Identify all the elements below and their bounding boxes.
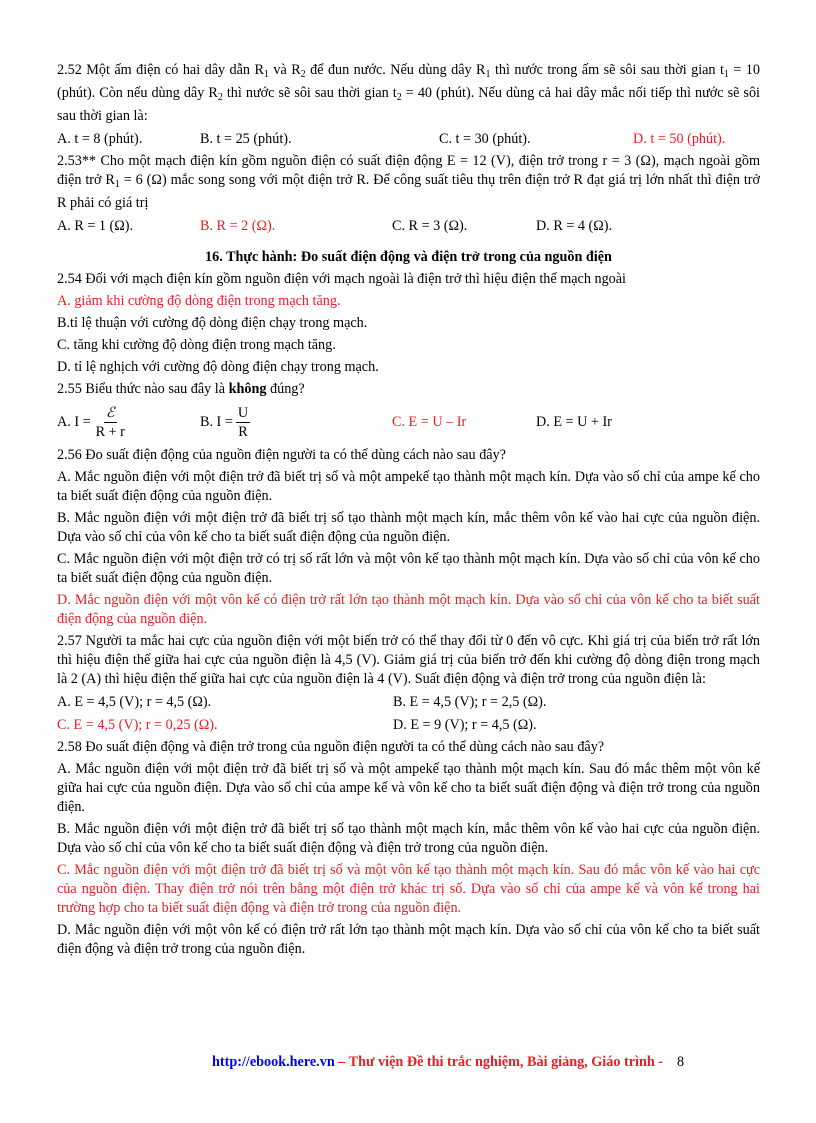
q255-a-label: A. I =	[57, 413, 91, 430]
q252-stem-5: = 10 (phút). Còn nếu dùng dây R	[57, 62, 760, 101]
q258-option-c-answer: C. Mắc nguồn điện với một điện trở đã biết trị số và một vôn kế tạo thành một mạch kín. Sau đó mắc vôn kế vào hai cực của nguồn điện. Thay điện trở nói trên bằng một điện trở khác trị số. Dựa vào số chỉ của ampe kế và vôn kế trong hai trường hợp cho ta biết suất điện động và điện trở trong của nguồn điện.	[57, 862, 760, 916]
q253-stem-1: 2.53** Cho một mạch điện kín gồm nguồn điện có suất điện động E = 12 (V), điện trở trong r = 3 (Ω), mạch ngoài gồm điện trở R	[57, 153, 760, 188]
q255-stem-2: đúng?	[266, 381, 305, 397]
q252-sub-6: 2	[396, 92, 402, 103]
q258-option-b: B. Mắc nguồn điện với một điện trở đã biết trị số tạo thành một mạch kín, mắc thêm vôn kế vào hai cực của nguồn điện. Dựa vào số chỉ của vôn kế cho ta biết suất điện động và điện trở trong của nguồn điện.	[57, 821, 760, 856]
q255-a-denominator: R + r	[95, 423, 125, 440]
q254-option-a-answer: A. giảm khi cường độ dòng điện trong mạch tăng.	[57, 293, 341, 309]
q256-option-b: B. Mắc nguồn điện với một điện trở đã biết trị số tạo thành một mạch kín, mắc thêm vôn kế vào hai cực của nguồn điện. Dựa vào số chỉ của vôn kế cho ta biết suất điện động của nguồn điện.	[57, 510, 760, 545]
q254-option-d: D. tỉ lệ nghịch với cường độ dòng điện chạy trong mạch.	[57, 359, 379, 375]
q257-option-a: A. E = 4,5 (V); r = 4,5 (Ω).	[57, 694, 212, 710]
q253-sub-1: 1	[114, 179, 120, 190]
question-2-52	[57, 61, 760, 126]
q257-options-row2	[57, 716, 760, 735]
q252-sub-4: 1	[723, 69, 729, 80]
q252-stem-3: để đun nước. Nếu dùng dây R	[305, 62, 486, 78]
question-2-56: 2.56 Đo suất điện động của nguồn điện người ta có thể dùng cách nào sau đây?	[57, 447, 506, 463]
q252-sub-2: 2	[300, 69, 306, 80]
q252-stem-1: 2.52 Một ấm điện có hai dây dẫn R	[57, 62, 264, 78]
section-title: 16. Thực hành: Đo suất điện động và điện trở trong của nguồn điện	[205, 249, 612, 265]
q252-options	[57, 130, 760, 149]
q255-a-numerator: ℰ	[105, 404, 115, 421]
q252-sub-3: 1	[485, 69, 491, 80]
q252-stem-7: = 40 (phút). Nếu dùng cả hai dây mắc nối tiếp thì nước sẽ sôi sau thời gian là:	[57, 85, 760, 124]
document-page	[57, 58, 760, 959]
q255-option-a	[57, 404, 200, 441]
q255-b-numerator: U	[237, 404, 249, 421]
q255-option-b	[200, 404, 392, 441]
q254-option-c: C. tăng khi cường độ dòng điện trong mạch tăng.	[57, 337, 336, 353]
q255-option-c-answer: C. E = U – Ir	[392, 413, 467, 430]
question-2-54: 2.54 Đối với mạch điện kín gồm nguồn điện với mạch ngoài là điện trở thì hiệu điện thế mạch ngoài	[57, 271, 627, 287]
question-2-57: 2.57 Người ta mắc hai cực của nguồn điện với một biến trở có thể thay đổi từ 0 đến vô cực. Khi giá trị của biến trở rất lớn thì hiệu điện thế giữa hai cực của nguồn điện là 4,5 (V). Giảm giá trị của biến trở đến khi cường độ dòng điện trong mạch là 2 (A) thì hiệu điện thế giữa hai cực của nguồn điện là 4 (V). Suất điện động và điện trở trong của nguồn điện là:	[57, 633, 760, 687]
q252-sub-5: 2	[217, 92, 223, 103]
question-2-53	[57, 152, 760, 213]
page-number: 8	[677, 1054, 685, 1070]
q253-option-b-answer: B. R = 2 (Ω).	[200, 218, 276, 234]
q252-stem-6: thì nước sẽ sôi sau thời gian t	[222, 85, 397, 101]
q257-option-c-answer: C. E = 4,5 (V); r = 0,25 (Ω).	[57, 717, 218, 733]
q255-stem-bold: không	[228, 381, 267, 397]
q253-stem-2: = 6 (Ω) mắc song song với một điện trở R. Để công suất tiêu thụ trên điện trở R đạt giá trị lớn nhất thì điện trở R phải có giá trị	[57, 172, 761, 211]
q256-option-a: A. Mắc nguồn điện với một điện trở đã biết trị số và một ampekế tạo thành một mạch kín. Dựa vào số chỉ của ampe kế cho ta biết suất điện động của nguồn điện.	[57, 469, 760, 504]
q255-stem-1: 2.55 Biểu thức nào sau đây là	[57, 381, 229, 397]
q252-sub-1: 1	[263, 69, 269, 80]
q252-option-d-answer: D. t = 50 (phút).	[633, 131, 726, 147]
q258-option-d: D. Mắc nguồn điện với một vôn kế có điện trở rất lớn tạo thành một mạch kín. Dựa vào số chỉ của vôn kế cho ta biết suất điện động và điện trở trong của nguồn điện.	[57, 922, 760, 957]
q255-b-denominator: R	[238, 423, 248, 440]
footer-library-title: Thư viện Đề thi trắc nghiệm, Bài giảng, Giáo trình	[348, 1054, 655, 1070]
q253-option-a: A. R = 1 (Ω).	[57, 218, 134, 234]
q257-options-row1	[57, 693, 760, 712]
q255-b-label: B. I =	[200, 413, 233, 430]
q252-option-c: C. t = 30 (phút).	[439, 131, 531, 147]
page-footer	[212, 1053, 772, 1072]
q254-option-b: B.tỉ lệ thuận với cường độ dòng điện chạy trong mạch.	[57, 315, 368, 331]
q253-options	[57, 217, 760, 236]
footer-link[interactable]: http://ebook.here.vn	[212, 1054, 335, 1070]
q252-stem-4: thì nước trong ấm sẽ sôi sau thời gian t	[490, 62, 724, 78]
q253-option-c: C. R = 3 (Ω).	[392, 218, 468, 234]
q255-a-fraction	[94, 404, 127, 441]
q252-option-a: A. t = 8 (phút).	[57, 131, 143, 147]
q255-b-fraction	[236, 404, 250, 441]
q255-option-d: D. E = U + Ir	[536, 413, 612, 430]
q257-option-d: D. E = 9 (V); r = 4,5 (Ω).	[393, 717, 537, 733]
footer-dash: –	[334, 1054, 349, 1070]
q257-option-b: B. E = 4,5 (V); r = 2,5 (Ω).	[393, 694, 547, 710]
question-2-55	[57, 380, 760, 399]
footer-separator: -	[654, 1054, 664, 1070]
q256-option-c: C. Mắc nguồn điện với một điện trở có trị số rất lớn và một vôn kế tạo thành một mạch kín. Dựa vào số chỉ của vôn kế cho ta biết suất điện động của nguồn điện.	[57, 551, 760, 586]
q252-stem-2: và R	[268, 62, 301, 78]
q255-options	[57, 401, 760, 443]
q258-option-a: A. Mắc nguồn điện với một điện trở đã biết trị số và một ampekế tạo thành một mạch kín. Sau đó mắc thêm một vôn kế giữa hai cực của nguồn điện. Dựa vào số chỉ của ampe kế và vôn kế cho ta biết suất điện động và điện trở trong của nguồn điện.	[57, 761, 760, 815]
q252-option-b: B. t = 25 (phút).	[200, 131, 292, 147]
q253-option-d: D. R = 4 (Ω).	[536, 218, 613, 234]
q256-option-d-answer: D. Mắc nguồn điện với một vôn kế có điện trở rất lớn tạo thành một mạch kín. Dựa vào số chỉ của vôn kế cho ta biết suất điện động của nguồn điện.	[57, 592, 760, 627]
question-2-58: 2.58 Đo suất điện động và điện trở trong của nguồn điện người ta có thể dùng cách nào sau đây?	[57, 739, 605, 755]
